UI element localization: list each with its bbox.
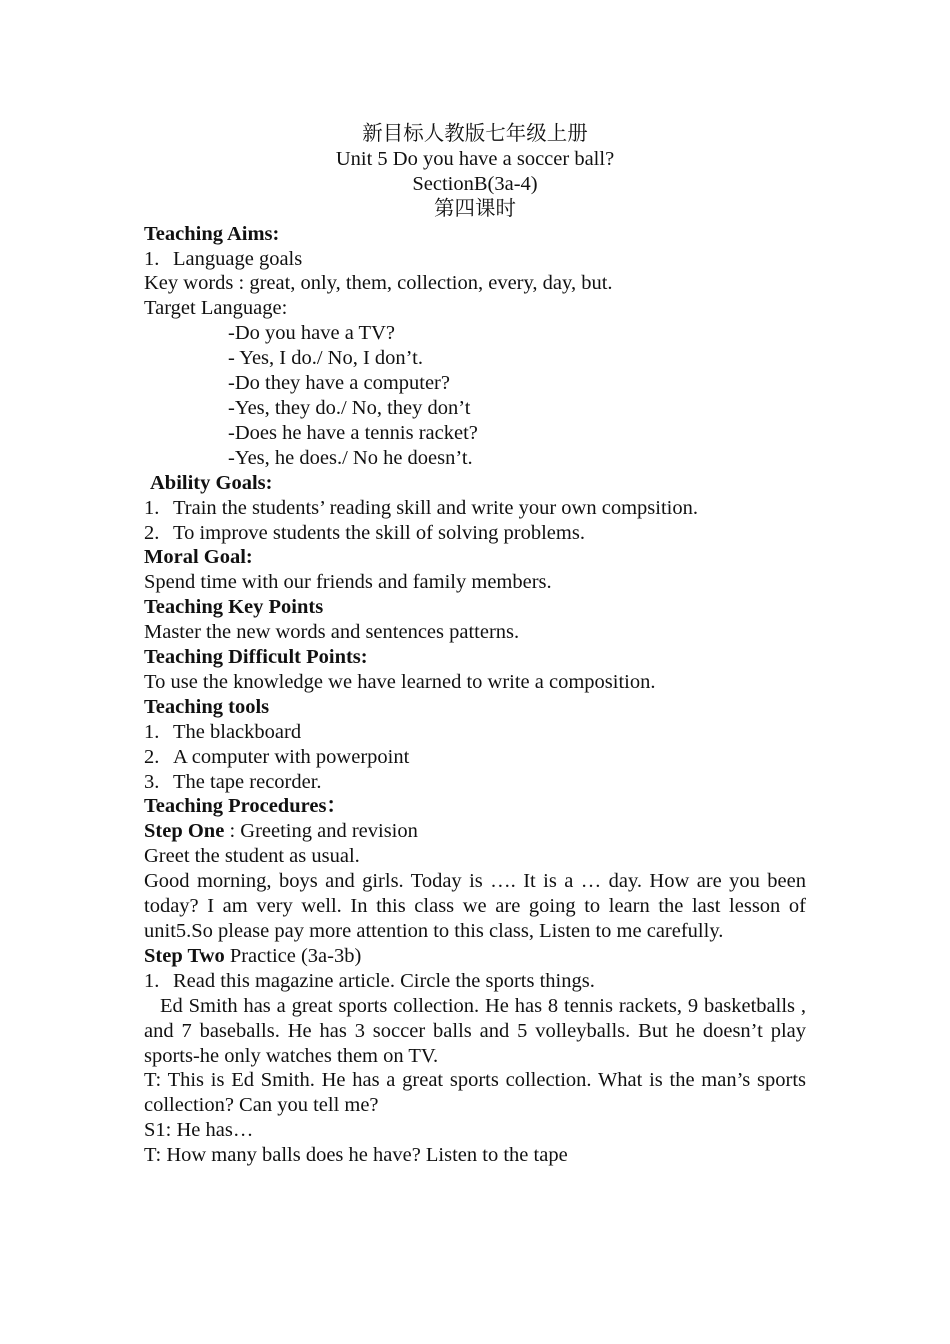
- article-paragraph: Ed Smith has a great sports collection. He has 8 tennis rackets, 9 basketballs , and 7 baseballs. He has 3 soccer balls and 5 volleyballs. But he doesn’t play sports-he only watches them on TV.: [144, 994, 806, 1067]
- dialogue-line: -Does he have a tennis racket?: [228, 421, 478, 444]
- list-item: [144, 720, 806, 745]
- teacher-question: T: This is Ed Smith. He has a great sports collection. What is the man’s sports collection? Can you tell me?: [144, 1069, 806, 1117]
- list-item: [144, 969, 806, 994]
- list-item: [144, 521, 806, 546]
- section-title: SectionB(3a-4): [412, 172, 538, 195]
- step-one-title: : Greeting and revision: [224, 820, 418, 843]
- target-language-label: Target Language:: [144, 297, 288, 320]
- moral-goal-heading: Moral Goal:: [144, 546, 253, 569]
- list-number: 1.: [144, 247, 160, 270]
- list-text: A computer with powerpoint: [173, 745, 410, 768]
- list-number: 2.: [144, 745, 160, 768]
- list-text: Read this magazine article. Circle the sports things.: [173, 969, 595, 992]
- list-item: [144, 496, 806, 521]
- step-one-label: Step One: [144, 820, 225, 843]
- greet-text: Greet the student as usual.: [144, 845, 360, 868]
- list-number: 3.: [144, 770, 160, 793]
- key-points-heading: Teaching Key Points: [144, 596, 324, 619]
- teacher-question-2: T: How many balls does he have? Listen to the tape: [144, 1144, 568, 1167]
- step-two-title: Practice (3a-3b): [224, 944, 362, 967]
- list-number: 1.: [144, 496, 160, 519]
- document-page: [144, 122, 806, 1168]
- list-text: To improve students the skill of solving problems.: [173, 521, 585, 544]
- language-goals-item: [144, 247, 806, 272]
- dialogue-line: -Do they have a computer?: [228, 372, 450, 395]
- list-number: 1.: [144, 969, 160, 992]
- key-words: Key words : great, only, them, collection, every, day, but.: [144, 272, 613, 295]
- step-two: [144, 944, 806, 969]
- list-number: 2.: [144, 521, 160, 544]
- difficult-points-heading: Teaching Difficult Points:: [144, 646, 368, 669]
- dialogue-line: - Yes, I do./ No, I don’t.: [228, 347, 423, 370]
- list-item: [144, 770, 806, 795]
- moral-goal-text: Spend time with our friends and family members.: [144, 571, 552, 594]
- list-item: [144, 745, 806, 770]
- key-points-text: Master the new words and sentences patterns.: [144, 621, 520, 644]
- dialogue-line: -Yes, he does./ No he doesn’t.: [228, 446, 473, 469]
- list-text: The blackboard: [173, 720, 302, 743]
- teaching-tools-heading: Teaching tools: [144, 695, 270, 718]
- greeting-paragraph: Good morning, boys and girls. Today is …. It is a … day. How are you been today? I am very well. In this class we are going to learn the last lesson of unit5.So please pay more attention to this class, Listen to me carefully.: [144, 870, 806, 942]
- procedures-heading: Teaching Procedures：: [144, 795, 347, 818]
- list-text: Language goals: [173, 247, 303, 270]
- dialogue-line: -Do you have a TV?: [228, 322, 395, 345]
- student-answer: S1: He has…: [144, 1119, 254, 1142]
- lesson-number: 第四课时: [434, 197, 516, 220]
- list-number: 1.: [144, 720, 160, 743]
- title-chinese: 新目标人教版七年级上册: [362, 123, 588, 145]
- ability-goals-heading: Ability Goals:: [150, 471, 273, 494]
- list-text: Train the students’ reading skill and write your own compsition.: [173, 496, 698, 519]
- unit-title: Unit 5 Do you have a soccer ball?: [335, 147, 615, 170]
- difficult-points-text: To use the knowledge we have learned to write a composition.: [144, 670, 656, 693]
- list-text: The tape recorder.: [173, 770, 322, 793]
- teaching-aims-heading: Teaching Aims:: [144, 222, 280, 245]
- dialogue-line: -Yes, they do./ No, they don’t: [228, 396, 471, 419]
- step-two-label: Step Two: [144, 944, 225, 967]
- step-one: [144, 819, 806, 844]
